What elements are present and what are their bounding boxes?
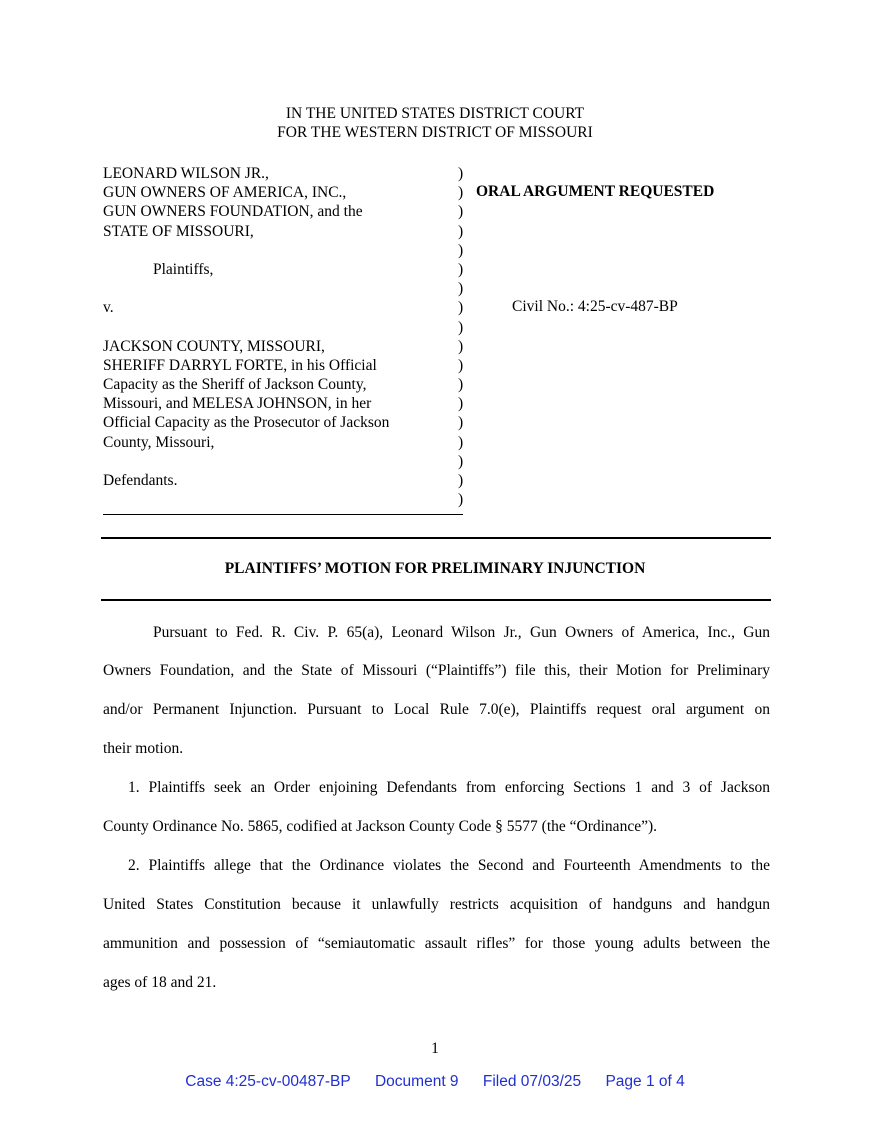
defendants-label: Defendants.	[103, 472, 178, 489]
defendant-line: Missouri, and MELESA JOHNSON, in her	[103, 395, 372, 413]
caption-parenthesis: )	[458, 414, 464, 432]
court-heading-line1: IN THE UNITED STATES DISTRICT COURT	[285, 105, 585, 122]
defendant-line: Official Capacity as the Prosecutor of Jackson	[103, 414, 390, 432]
footer-case-number: Case 4:25-cv-00487-BP	[185, 1073, 351, 1090]
motion-title: PLAINTIFFS’ MOTION FOR PRELIMINARY INJUNCTION	[224, 560, 646, 577]
intro-paragraph-line: Owners Foundation, and the State of Missouri (“Plaintiffs”) file this, their Motion for Preliminary	[103, 662, 770, 679]
caption-underline	[103, 514, 463, 515]
numbered-paragraph-2-line: ages of 18 and 21.	[103, 974, 217, 991]
caption-parenthesis: )	[458, 222, 464, 240]
caption-parenthesis: )	[458, 395, 464, 413]
court-heading	[0, 104, 870, 142]
caption-parenthesis: )	[458, 165, 464, 182]
plaintiff-line: STATE OF MISSOURI,	[103, 222, 254, 240]
footer-page-count: Page 1 of 4	[605, 1073, 685, 1090]
defendant-line: County, Missouri,	[103, 433, 215, 451]
oral-argument-requested: ORAL ARGUMENT REQUESTED	[476, 183, 715, 200]
caption-parenthesis: )	[458, 472, 464, 489]
caption-parenthesis: )	[458, 337, 464, 355]
intro-paragraph-line: Pursuant to Fed. R. Civ. P. 65(a), Leonard Wilson Jr., Gun Owners of America, Inc., Gun	[153, 624, 770, 641]
caption-parenthesis: )	[458, 203, 464, 221]
footer-document-number: Document 9	[374, 1073, 459, 1090]
title-rule-top	[101, 537, 771, 539]
caption-parenthesis: )	[458, 433, 464, 451]
case-caption-parties	[103, 164, 453, 490]
defendant-line: SHERIFF DARRYL FORTE, in his Official	[103, 356, 377, 374]
civil-case-number: Civil No.: 4:25-cv-487-BP	[512, 298, 678, 315]
page-number: 1	[431, 1040, 439, 1057]
caption-parenthesis: )	[458, 241, 464, 259]
caption-parenthesis: )	[458, 452, 464, 470]
caption-parenthesis-column	[458, 164, 463, 509]
defendant-line: Capacity as the Sheriff of Jackson County,	[103, 376, 367, 394]
plaintiff-line: GUN OWNERS FOUNDATION, and the	[103, 203, 363, 221]
caption-parenthesis: )	[458, 299, 464, 317]
court-heading-line2: FOR THE WESTERN DISTRICT OF MISSOURI	[277, 124, 593, 141]
versus-label: v.	[103, 299, 114, 317]
intro-paragraph-line: and/or Permanent Injunction. Pursuant to Local Rule 7.0(e), Plaintiffs request oral argument on	[103, 701, 770, 718]
ecf-filing-footer	[0, 1073, 870, 1091]
defendant-line: JACKSON COUNTY, MISSOURI,	[103, 337, 325, 355]
numbered-paragraph-1-line: 1. Plaintiffs seek an Order enjoining Defendants from enforcing Sections 1 and 3 of Jackson	[128, 779, 770, 796]
caption-parenthesis: )	[458, 356, 464, 374]
caption-parenthesis: )	[458, 376, 464, 394]
caption-parenthesis: )	[458, 260, 464, 278]
numbered-paragraph-1-line: County Ordinance No. 5865, codified at Jackson County Code § 5577 (the “Ordinance”).	[103, 818, 657, 835]
intro-paragraph-line: their motion.	[103, 740, 184, 757]
plaintiff-line: GUN OWNERS OF AMERICA, INC.,	[103, 184, 347, 202]
caption-parenthesis: )	[458, 280, 464, 298]
plaintiff-line: LEONARD WILSON JR.,	[103, 165, 269, 182]
title-rule-bottom	[101, 599, 771, 601]
caption-parenthesis: )	[458, 491, 464, 509]
numbered-paragraph-2-line: United States Constitution because it unlawfully restricts acquisition of handguns and handgun	[103, 896, 770, 913]
numbered-paragraph-2-line: ammunition and possession of “semiautomatic assault rifles” for those young adults between the	[103, 935, 770, 952]
caption-parenthesis: )	[458, 318, 464, 336]
numbered-paragraph-2-line: 2. Plaintiffs allege that the Ordinance violates the Second and Fourteenth Amendments to the	[128, 857, 770, 874]
plaintiffs-label: Plaintiffs,	[153, 260, 214, 278]
caption-parenthesis: )	[458, 184, 464, 202]
footer-filed-date: Filed 07/03/25	[482, 1073, 582, 1090]
